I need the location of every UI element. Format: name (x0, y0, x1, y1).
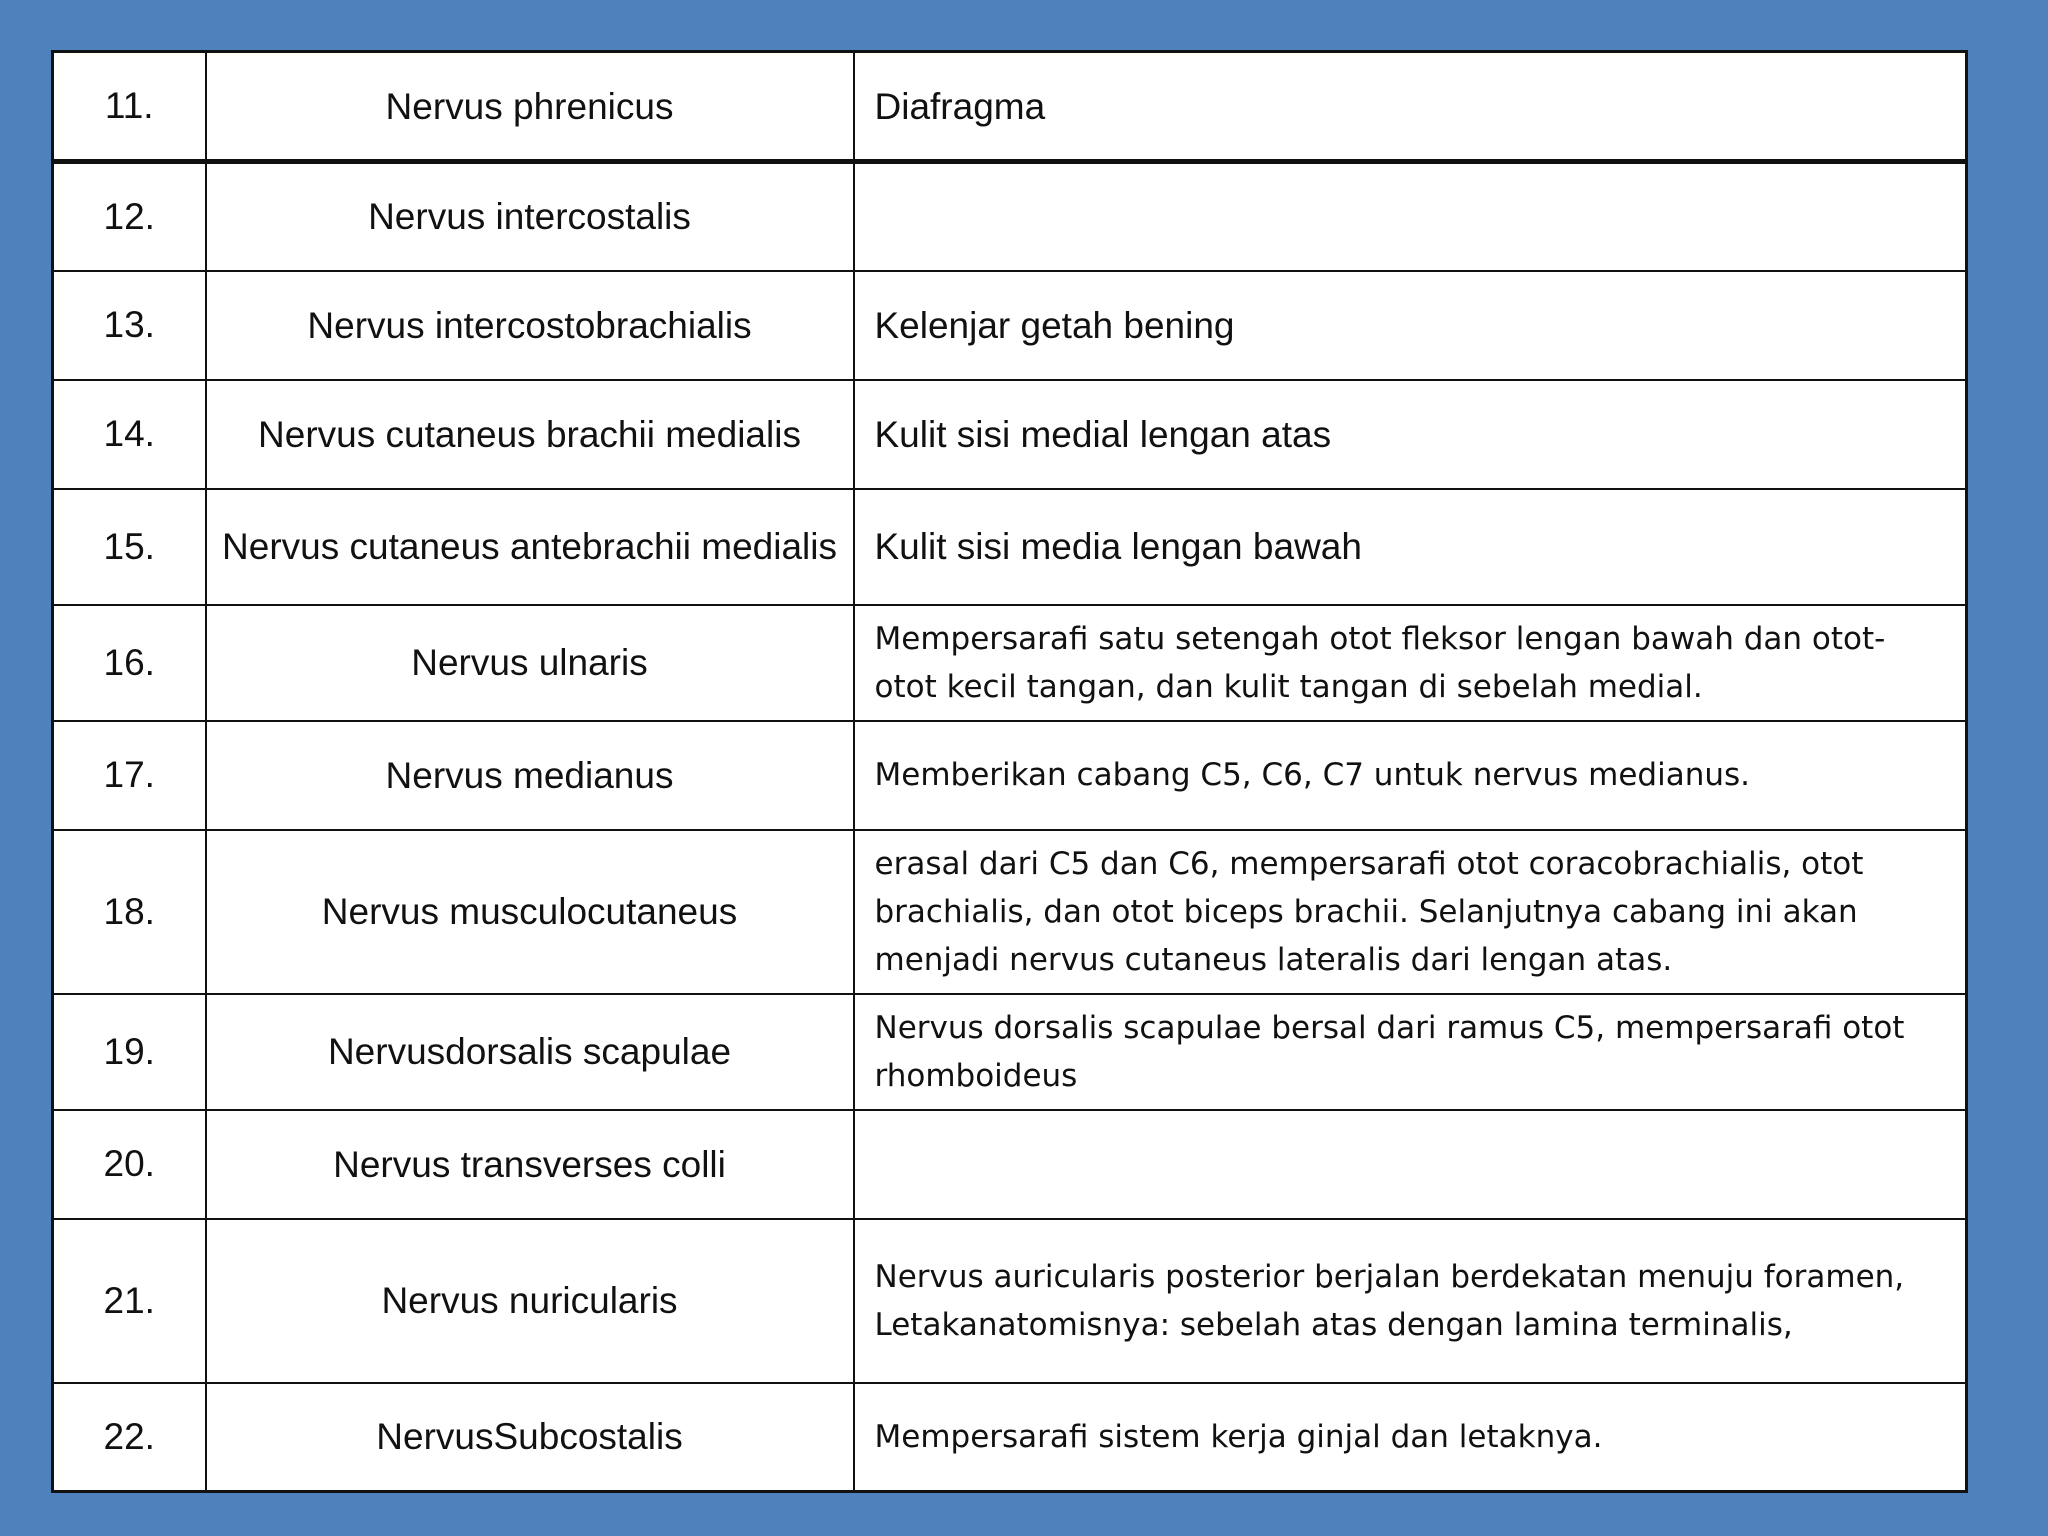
nerve-description: erasal dari C5 dan C6, mempersarafi otot coracobrachialis, otot brachialis, dan otot biceps brachii. Selanjutnya cabang ini akan menjadi nervus cutaneus lateralis dari lengan atas. (854, 830, 1967, 994)
nerve-description: Mempersarafi sistem kerja ginjal dan letaknya. (854, 1383, 1967, 1492)
table-row (53, 830, 1967, 994)
nerve-name: NervusSubcostalis (206, 1383, 854, 1492)
table-row (53, 162, 1967, 271)
nerve-name: Nervus medianus (206, 721, 854, 830)
nerve-name: Nervus cutaneus brachii medialis (206, 380, 854, 489)
table-row (53, 605, 1967, 721)
table-row (53, 380, 1967, 489)
row-number: 11. (53, 52, 206, 162)
nerve-name: Nervusdorsalis scapulae (206, 994, 854, 1110)
nerve-description: Memberikan cabang C5, C6, C7 untuk nervus medianus. (854, 721, 1967, 830)
nerve-name: Nervus nuricularis (206, 1219, 854, 1383)
row-number: 17. (53, 721, 206, 830)
row-number: 20. (53, 1110, 206, 1219)
table-row (53, 1110, 1967, 1219)
nerve-description: Kulit sisi media lengan bawah (854, 489, 1967, 605)
nerve-name: Nervus musculocutaneus (206, 830, 854, 994)
nerve-table (51, 50, 1968, 1493)
row-number: 19. (53, 994, 206, 1110)
row-number: 15. (53, 489, 206, 605)
nerve-description: Kulit sisi medial lengan atas (854, 380, 1967, 489)
nerve-name: Nervus transverses colli (206, 1110, 854, 1219)
nerve-description: Diafragma (854, 52, 1967, 162)
nerve-description (854, 1110, 1967, 1219)
row-number: 16. (53, 605, 206, 721)
row-number: 12. (53, 162, 206, 271)
nerve-name: Nervus intercostobrachialis (206, 271, 854, 380)
row-number: 13. (53, 271, 206, 380)
row-number: 14. (53, 380, 206, 489)
table-row (53, 994, 1967, 1110)
table-row (53, 1219, 1967, 1383)
nerve-name: Nervus intercostalis (206, 162, 854, 271)
table-row (53, 1383, 1967, 1492)
table-row (53, 52, 1967, 162)
table-row (53, 489, 1967, 605)
nerve-description: Kelenjar getah bening (854, 271, 1967, 380)
nerve-description: Nervus dorsalis scapulae bersal dari ramus C5, mempersarafi otot rhomboideus (854, 994, 1967, 1110)
nerve-description: Mempersarafi satu setengah otot fleksor lengan bawah dan otot-otot kecil tangan, dan kulit tangan di sebelah medial. (854, 605, 1967, 721)
table-row (53, 721, 1967, 830)
nerve-name: Nervus phrenicus (206, 52, 854, 162)
nerve-description: Nervus auricularis posterior berjalan berdekatan menuju foramen, Letakanatomisnya: sebelah atas dengan lamina terminalis, (854, 1219, 1967, 1383)
row-number: 18. (53, 830, 206, 994)
nerve-name: Nervus ulnaris (206, 605, 854, 721)
table-row (53, 271, 1967, 380)
row-number: 22. (53, 1383, 206, 1492)
nerve-name: Nervus cutaneus antebrachii medialis (206, 489, 854, 605)
row-number: 21. (53, 1219, 206, 1383)
nerve-description (854, 162, 1967, 271)
